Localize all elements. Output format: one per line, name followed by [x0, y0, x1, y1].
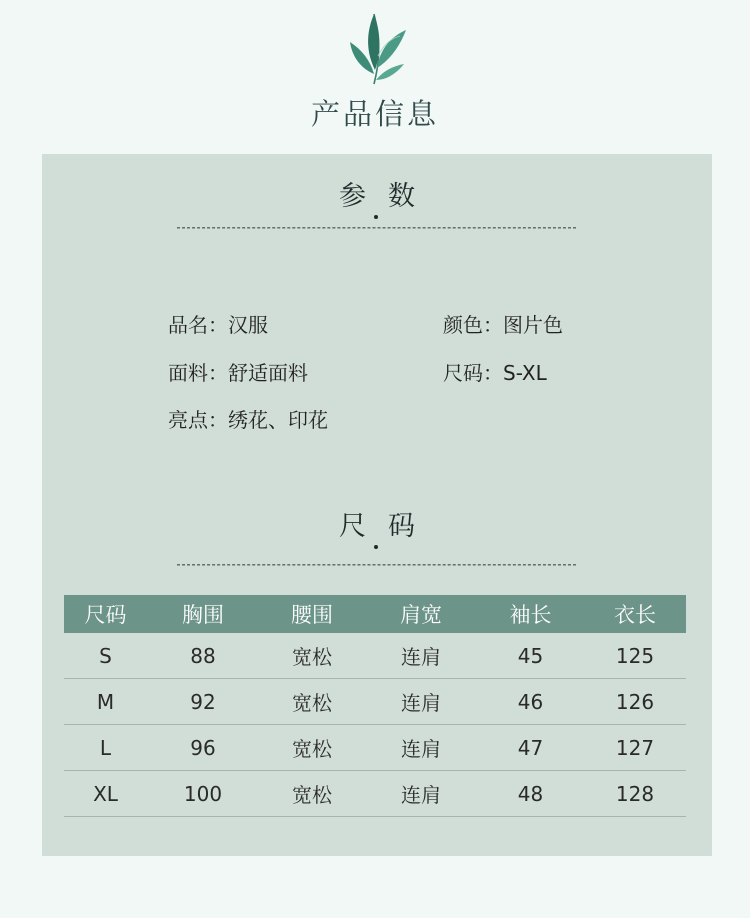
param-label: 亮点： — [168, 408, 228, 432]
product-info-panel — [42, 154, 712, 856]
table-row — [64, 633, 686, 679]
table-cell: 宽松 — [259, 771, 365, 817]
param-item-color — [443, 309, 563, 338]
title-dot — [374, 215, 378, 219]
table-cell: M — [64, 679, 147, 725]
table-cell: L — [64, 725, 147, 771]
table-cell: 46 — [477, 679, 584, 725]
param-value: S-XL — [503, 361, 547, 385]
param-item-highlight — [168, 404, 328, 433]
table-cell: XL — [64, 771, 147, 817]
param-value: 绣花、印花 — [228, 408, 328, 432]
divider-line — [177, 227, 576, 229]
title-dot — [374, 545, 378, 549]
table-header-cell: 衣长 — [584, 595, 686, 633]
table-cell: 连肩 — [365, 679, 477, 725]
param-item-size — [443, 357, 547, 386]
table-cell: 128 — [584, 771, 686, 817]
param-value: 图片色 — [503, 313, 563, 337]
leaf-icon — [344, 8, 408, 88]
table-row — [64, 725, 686, 771]
table-header-cell: 胸围 — [147, 595, 259, 633]
param-item-fabric — [168, 357, 308, 386]
params-section-title: 参数 — [339, 181, 437, 212]
table-cell: 45 — [477, 633, 584, 679]
size-section-title: 尺码 — [339, 511, 437, 542]
table-header-cell: 腰围 — [259, 595, 365, 633]
param-label: 颜色： — [443, 313, 503, 337]
divider-line — [177, 564, 576, 566]
table-cell: 92 — [147, 679, 259, 725]
page-title: 产品信息 — [310, 97, 439, 131]
table-header-row — [64, 595, 686, 633]
table-cell: 宽松 — [259, 725, 365, 771]
table-cell: 100 — [147, 771, 259, 817]
table-row — [64, 771, 686, 817]
table-cell: 126 — [584, 679, 686, 725]
table-cell: 宽松 — [259, 633, 365, 679]
param-value: 舒适面料 — [228, 361, 308, 385]
size-table — [64, 595, 686, 817]
table-cell: 127 — [584, 725, 686, 771]
table-cell: 88 — [147, 633, 259, 679]
table-cell: 47 — [477, 725, 584, 771]
table-row — [64, 679, 686, 725]
param-label: 面料： — [168, 361, 228, 385]
table-cell: 宽松 — [259, 679, 365, 725]
table-header-cell: 肩宽 — [365, 595, 477, 633]
param-label: 尺码： — [443, 361, 503, 385]
table-cell: 连肩 — [365, 633, 477, 679]
param-item-name — [168, 309, 268, 338]
param-value: 汉服 — [228, 313, 268, 337]
param-label: 品名： — [168, 313, 228, 337]
table-cell: 连肩 — [365, 725, 477, 771]
table-cell: 96 — [147, 725, 259, 771]
table-header-cell: 袖长 — [477, 595, 584, 633]
table-cell: 48 — [477, 771, 584, 817]
table-cell: 125 — [584, 633, 686, 679]
table-cell: S — [64, 633, 147, 679]
table-header-cell: 尺码 — [64, 595, 147, 633]
table-cell: 连肩 — [365, 771, 477, 817]
